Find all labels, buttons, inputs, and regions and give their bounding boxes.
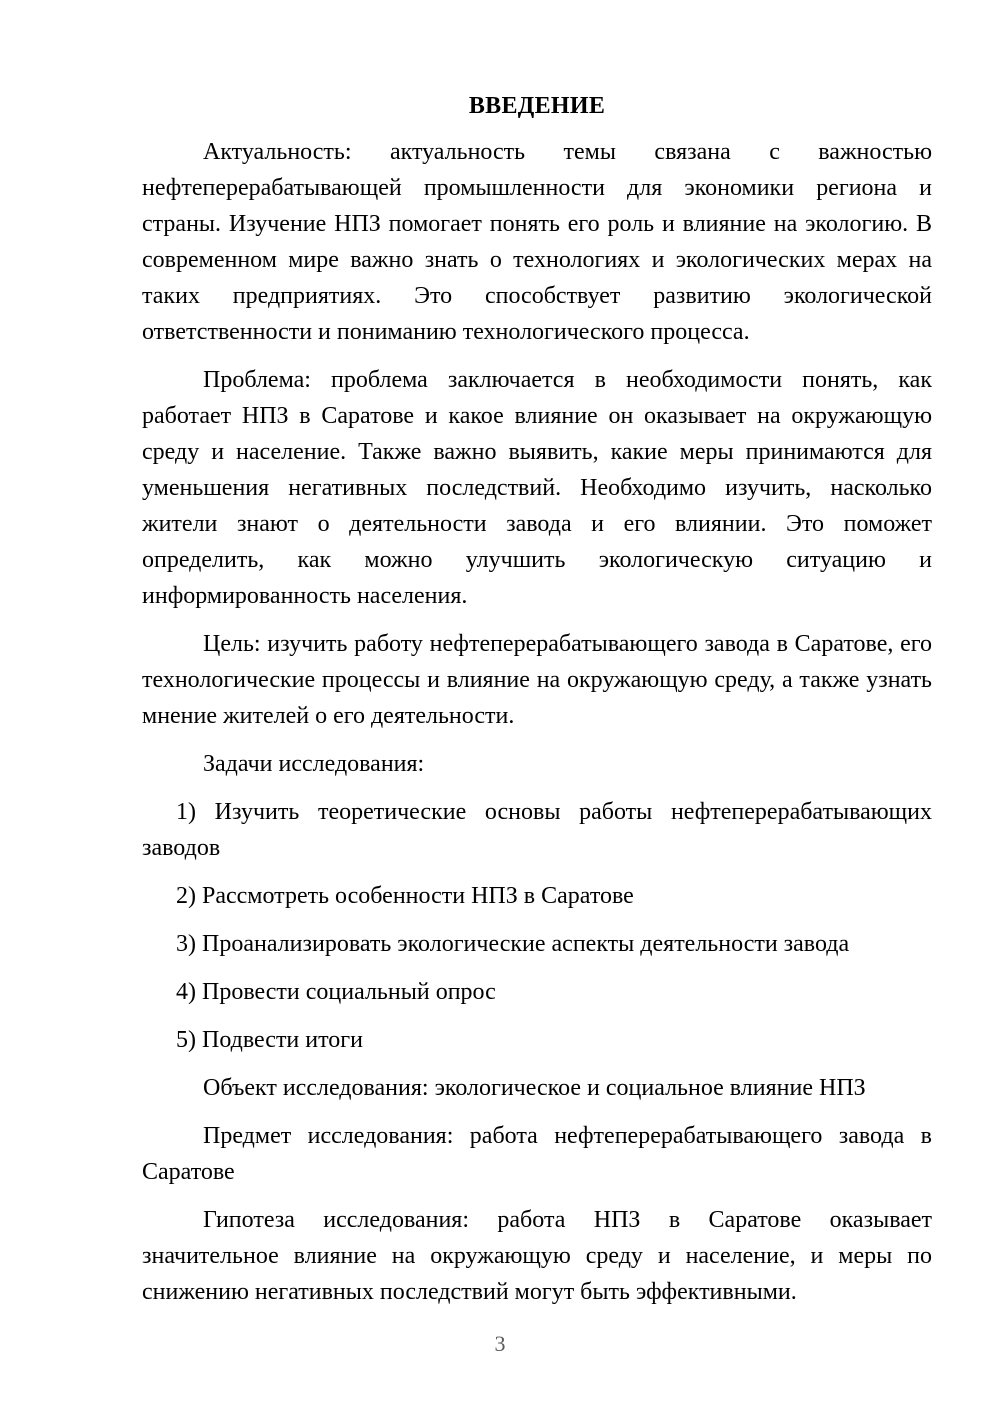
page-title: ВВЕДЕНИЕ: [468, 93, 606, 119]
paragraph-subject: Предмет исследования: работа нефтеперерабатывающего завода в Саратове: [142, 1123, 932, 1185]
paragraph-goal: Цель: изучить работу нефтеперерабатывающего завода в Саратове, его технологические процессы и влияние на окружающую среду, а также узнать мнение жителей о его деятельности.: [142, 631, 932, 729]
paragraph-tasks-heading: Задачи исследования:: [203, 751, 425, 777]
document-body: [142, 88, 932, 1322]
list-item: 1) Изучить теоретические основы работы нефтеперерабатывающих заводов: [142, 799, 932, 861]
paragraph-problem: Проблема: проблема заключается в необходимости понять, как работает НПЗ в Саратове и какое влияние он оказывает на окружающую среду и население. Также важно выявить, какие меры принимаются для уменьшения негативных последствий. Необходимо изучить, насколько жители знают о деятельности завода и его влиянии. Это поможет определить, как можно улучшить экологическую ситуацию и информированность населения.: [142, 367, 932, 609]
page-number: 3: [494, 1331, 506, 1356]
list-item: 3) Проанализировать экологические аспекты деятельности завода: [176, 931, 850, 957]
list-item: 4) Провести социальный опрос: [176, 979, 496, 1005]
list-item: 5) Подвести итоги: [176, 1027, 363, 1053]
paragraph-relevance: Актуальность: актуальность темы связана с важностью нефтеперерабатывающей промышленности для экономики региона и страны. Изучение НПЗ помогает понять его роль и влияние на экологию. В современном мире важно знать о технологиях и экологических мерах на таких предприятиях. Это способствует развитию экологической ответственности и пониманию технологического процесса.: [142, 139, 932, 345]
paragraph-hypothesis: Гипотеза исследования: работа НПЗ в Саратове оказывает значительное влияние на окружающую среду и население, и меры по снижению негативных последствий могут быть эффективными.: [142, 1207, 932, 1305]
paragraph-object: Объект исследования: экологическое и социальное влияние НПЗ: [203, 1075, 866, 1101]
list-item: 2) Рассмотреть особенности НПЗ в Саратове: [176, 883, 634, 909]
